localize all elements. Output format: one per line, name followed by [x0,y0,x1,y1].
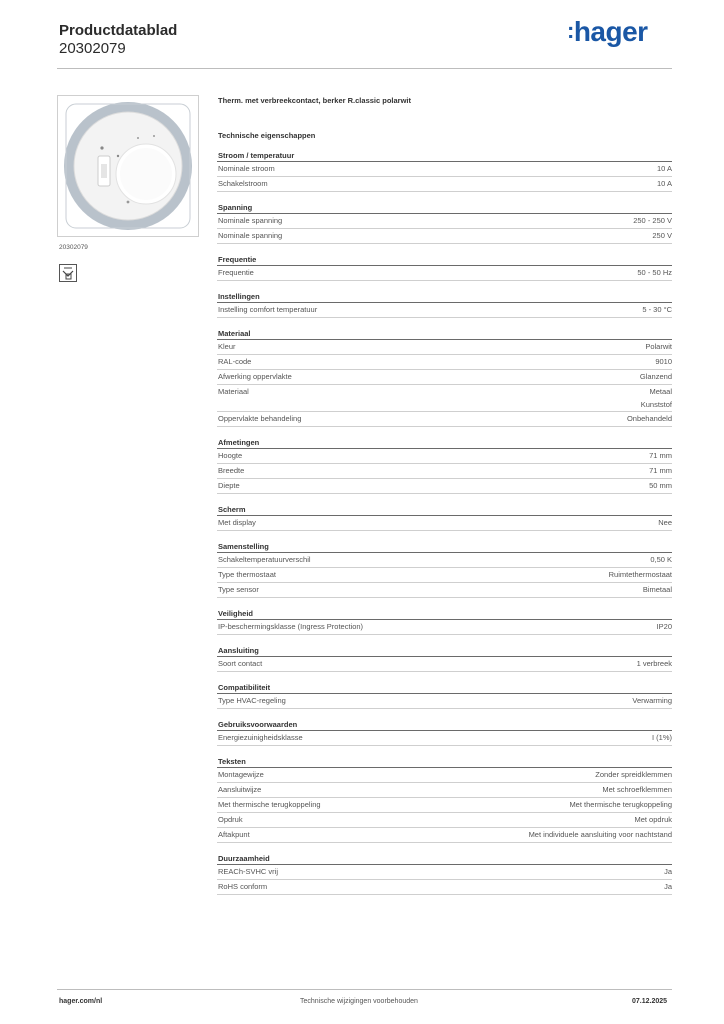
spec-value: 5 - 30 °C [642,305,672,314]
spec-label: Soort contact [218,659,263,668]
spec-group [217,254,672,281]
spec-value: Polarwit [645,342,672,351]
spec-group-title: Stroom / temperatuur [217,150,672,162]
spec-label: Aftakpunt [218,830,250,839]
spec-value: Zonder spreidklemmen [595,770,672,779]
product-code: 20302079 [59,40,126,57]
spec-row [217,880,672,895]
spec-value: 71 mm [649,466,672,475]
spec-group [217,437,672,494]
spec-row [217,865,672,880]
spec-group [217,853,672,895]
spec-label: Nominale spanning [218,231,283,240]
spec-row [217,355,672,370]
spec-row [217,516,672,531]
spec-value: IP20 [656,622,672,631]
spec-row [217,303,672,318]
footer-date: 07.12.2025 [632,998,668,1005]
product-name: Therm. met verbreekcontact, berker R.classic polarwit [218,96,411,105]
spec-label: Breedte [218,466,245,475]
document-title: Productdatablad [59,22,178,39]
spec-row [217,828,672,843]
spec-row [217,768,672,783]
spec-group [217,608,672,635]
spec-group-title: Compatibiliteit [217,682,672,694]
spec-row [217,694,672,709]
spec-label: Diepte [218,481,240,490]
spec-value: Ja [664,867,672,876]
spec-label: Materiaal [218,387,249,396]
spec-group-title: Scherm [217,504,672,516]
spec-group-title: Frequentie [217,254,672,266]
spec-row [217,385,672,412]
spec-row [217,583,672,598]
spec-group-title: Instellingen [217,291,672,303]
footer-divider [57,989,672,990]
spec-label: Type HVAC-regeling [218,696,286,705]
spec-value: I (1%) [651,733,672,742]
spec-label: IP-beschermingsklasse (Ingress Protection) [218,622,364,631]
spec-label: Frequentie [218,268,254,277]
spec-row [217,340,672,355]
spec-row [217,412,672,427]
spec-value: 9010 [655,357,672,366]
spec-group [217,756,672,843]
spec-label: Oppervlakte behandeling [218,414,302,423]
spec-value: 250 - 250 V [633,216,672,225]
spec-label: Nominale spanning [218,216,283,225]
spec-group-title: Aansluiting [217,645,672,657]
spec-value: Met thermische terugkoppeling [569,800,672,809]
footer-website: hager.com/nl [59,998,103,1005]
spec-value: Glanzend [639,372,672,381]
spec-label: Schakelstroom [218,179,268,188]
hvac-heating-icon [59,264,77,282]
spec-row [217,370,672,385]
spec-group [217,719,672,746]
spec-row [217,553,672,568]
spec-group [217,202,672,244]
spec-group-title: Veiligheid [217,608,672,620]
spec-value: Met opdruk [634,815,672,824]
spec-value: 50 mm [649,481,672,490]
spec-label: Aansluitwijze [218,785,262,794]
spec-row [217,229,672,244]
spec-value: Metaal Kunststof [640,387,672,409]
spec-group-title: Teksten [217,756,672,768]
spec-row [217,177,672,192]
spec-label: Afwerking oppervlakte [218,372,292,381]
spec-value: 50 - 50 Hz [637,268,672,277]
spec-value: Verwarming [632,696,672,705]
spec-value: Ja [664,882,672,891]
spec-value: Ruimtethermostaat [608,570,672,579]
spec-label: Montagewijze [218,770,264,779]
spec-label: Type sensor [218,585,259,594]
spec-label: Energiezuinigheidsklasse [218,733,303,742]
spec-value: 1 verbreek [636,659,672,668]
specifications-table [217,150,672,905]
spec-label: REACh-SVHC vrij [218,867,279,876]
hager-logo: :hager [567,16,648,47]
spec-group-title: Samenstelling [217,541,672,553]
spec-row [217,657,672,672]
spec-label: Instelling comfort temperatuur [218,305,318,314]
header-divider [57,68,672,69]
spec-row [217,620,672,635]
spec-label: RAL-code [218,357,252,366]
spec-group-title: Duurzaamheid [217,853,672,865]
spec-group [217,291,672,318]
section-title: Technische eigenschappen [218,131,316,140]
spec-row [217,568,672,583]
spec-row [217,464,672,479]
spec-label: Hoogte [218,451,243,460]
spec-group [217,150,672,192]
photo-caption: 20302079 [59,244,88,251]
product-image [57,95,199,237]
spec-value: Nee [658,518,672,527]
spec-value: 0,50 K [650,555,672,564]
spec-label: Met display [218,518,256,527]
spec-value: 10 A [656,164,672,173]
spec-row [217,798,672,813]
spec-label: Type thermostaat [218,570,276,579]
spec-value: Bimetaal [642,585,672,594]
spec-value: Met individuele aansluiting voor nachtstand [528,830,672,839]
spec-label: Opdruk [218,815,243,824]
spec-group [217,328,672,427]
spec-value: 71 mm [649,451,672,460]
spec-row [217,783,672,798]
spec-row [217,479,672,494]
spec-value: Onbehandeld [626,414,672,423]
spec-value: Met schroefklemmen [602,785,672,794]
spec-group-title: Spanning [217,202,672,214]
spec-group [217,504,672,531]
spec-row [217,449,672,464]
spec-label: RoHS conform [218,882,268,891]
spec-label: Nominale stroom [218,164,275,173]
spec-group [217,682,672,709]
spec-row [217,214,672,229]
spec-group [217,541,672,598]
spec-label: Met thermische terugkoppeling [218,800,321,809]
spec-row [217,162,672,177]
spec-row [217,813,672,828]
spec-group-title: Materiaal [217,328,672,340]
spec-value: 250 V [652,231,672,240]
spec-value: 10 A [656,179,672,188]
spec-label: Schakeltemperatuurverschil [218,555,311,564]
spec-group [217,645,672,672]
spec-label: Kleur [218,342,236,351]
spec-row [217,731,672,746]
spec-group-title: Afmetingen [217,437,672,449]
spec-group-title: Gebruiksvoorwaarden [217,719,672,731]
footer-disclaimer: Technische wijzigingen voorbehouden [300,998,418,1005]
spec-row [217,266,672,281]
